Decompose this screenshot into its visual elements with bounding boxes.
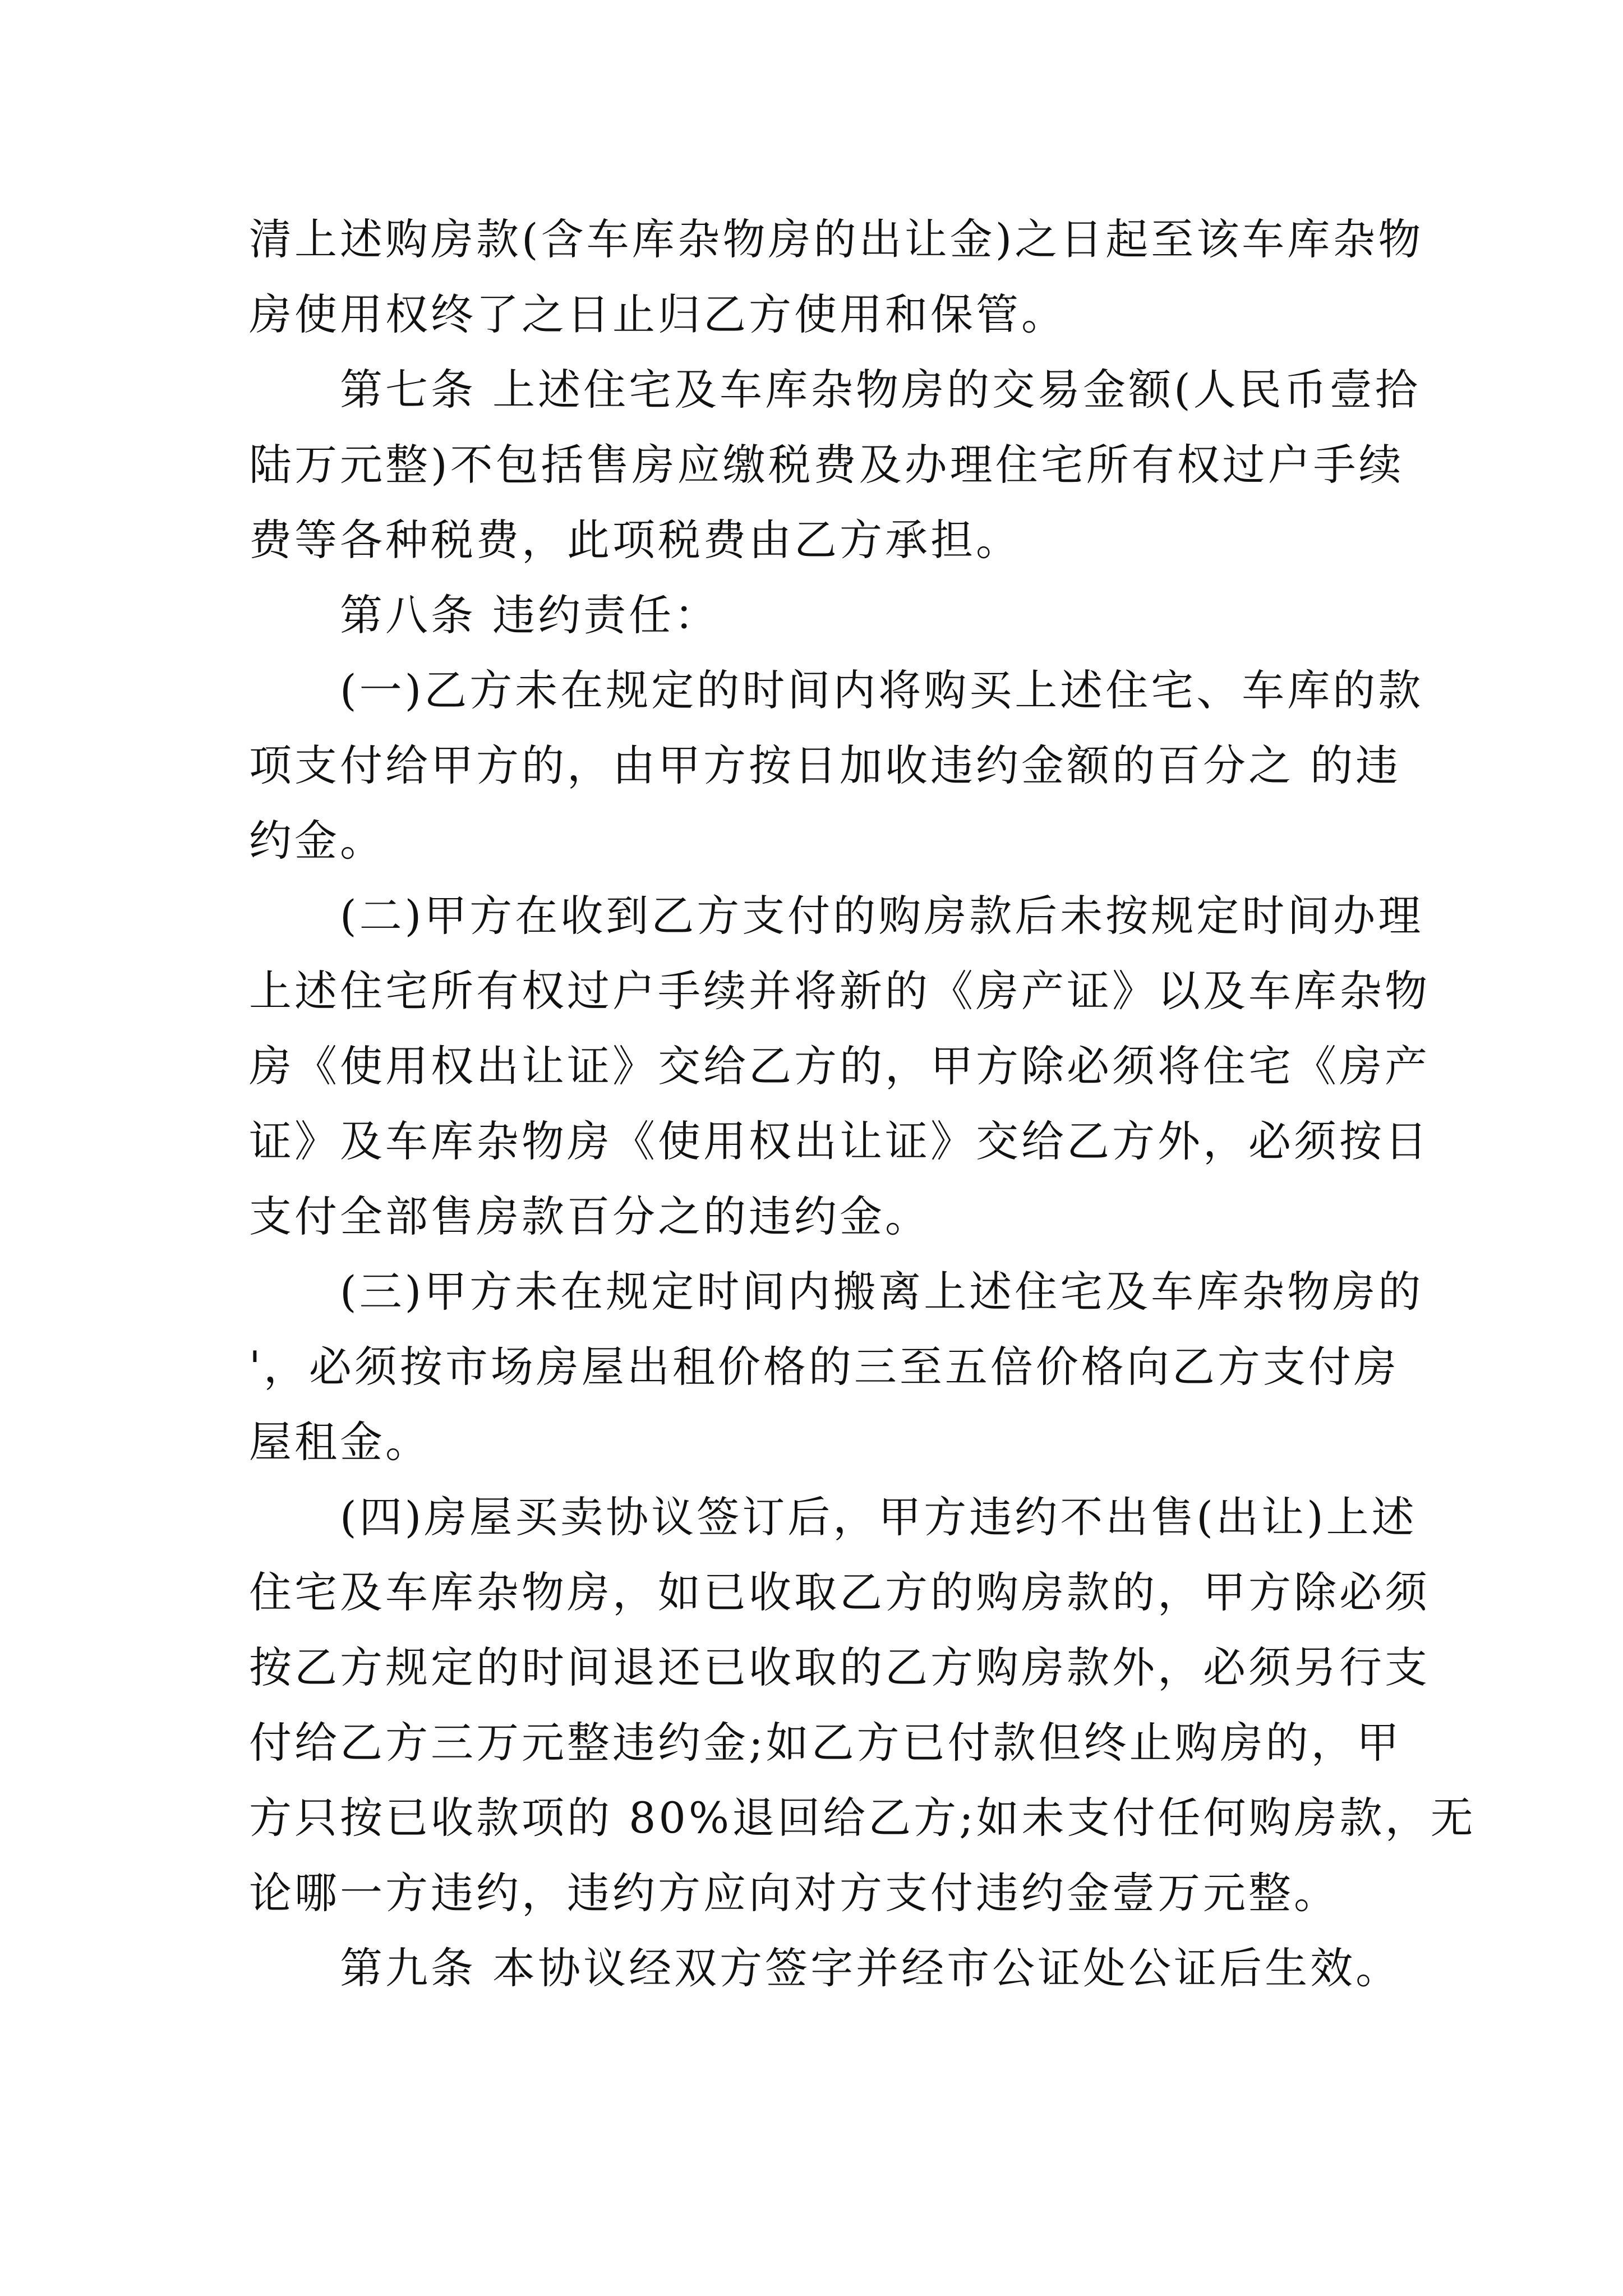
text-line: (三)甲方未在规定时间内搬离上述住宅及车库杂物房的	[340, 1267, 1424, 1317]
text-line: 上述住宅所有权过户手续并将新的《房产证》以及车库杂物	[249, 966, 1430, 1016]
text-line: 第八条 违约责任：	[340, 590, 720, 640]
text-line: 方只按已收款项的 80%退回给乙方;如未支付任何购房款，无	[249, 1793, 1476, 1843]
text-line: (四)房屋买卖协议签订后，甲方违约不出售(出让)上述	[340, 1492, 1417, 1542]
document-body	[249, 202, 1476, 2006]
text-line: 付给乙方三万元整违约金;如乙方已付款但终止购房的，甲	[249, 1718, 1402, 1768]
text-line: 约金。	[249, 816, 385, 866]
text-line: 证》及车库杂物房《使用权出让证》交给乙方外，必须按日	[249, 1116, 1430, 1166]
text-line: 清上述购房款(含车库杂物房的出让金)之日起至该车库杂物	[249, 214, 1424, 264]
text-line: 费等各种税费，此项税费由乙方承担。	[249, 515, 1021, 565]
text-line: (二)甲方在收到乙方支付的购房款后未按规定时间办理	[340, 891, 1424, 941]
text-line: 论哪一方违约，违约方应向对方支付违约金壹万元整。	[249, 1868, 1339, 1918]
text-line: 住宅及车库杂物房，如已收取乙方的购房款的，甲方除必须	[249, 1567, 1430, 1617]
text-line: 屋租金。	[249, 1417, 431, 1467]
text-line: '，必须按市场房屋出租价格的三至五倍价格向乙方支付房	[249, 1342, 1399, 1392]
text-line: 房《使用权出让证》交给乙方的，甲方除必须将住宅《房产	[249, 1041, 1430, 1091]
text-line: 支付全部售房款百分之的违约金。	[249, 1191, 930, 1241]
text-line: 房使用权终了之日止归乙方使用和保管。	[249, 289, 1067, 339]
text-line: 第七条 上述住宅及车库杂物房的交易金额(人民币壹拾	[340, 365, 1421, 415]
text-line: 第九条 本协议经双方签字并经市公证处公证后生效。	[340, 1943, 1401, 1993]
text-line: 陆万元整)不包括售房应缴税费及办理住宅所有权过户手续	[249, 440, 1404, 490]
text-line: 按乙方规定的时间退还已收取的乙方购房款外，必须另行支	[249, 1642, 1430, 1692]
text-line: 项支付给甲方的，由甲方按日加收违约金额的百分之 的违	[249, 740, 1401, 790]
text-line: (一)乙方未在规定的时间内将购买上述住宅、车库的款	[340, 665, 1424, 715]
